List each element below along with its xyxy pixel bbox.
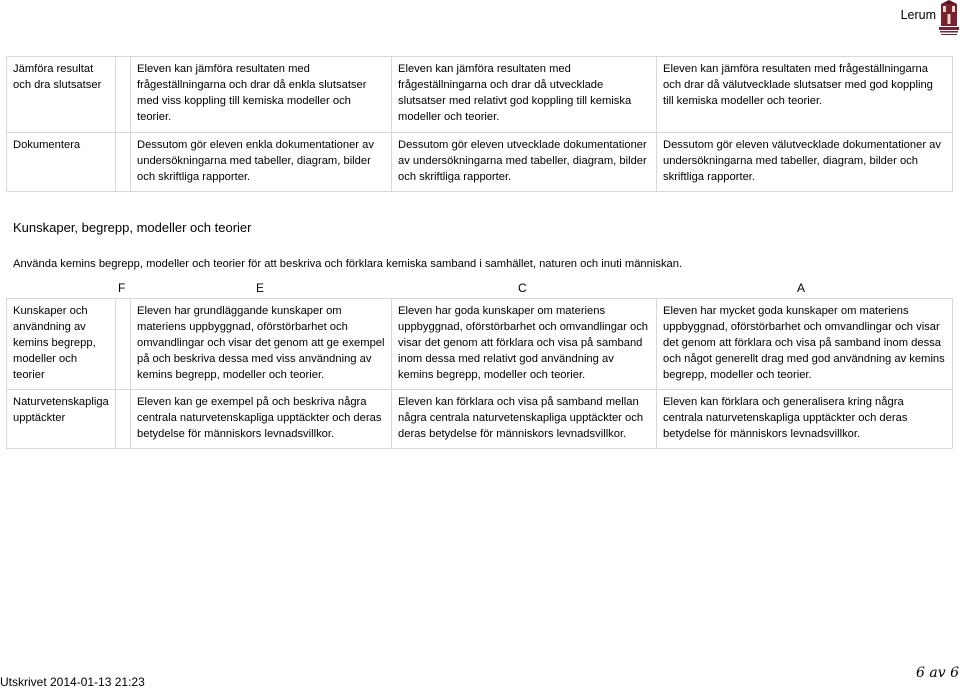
criteria-table-2	[6, 298, 953, 449]
table-row	[7, 299, 953, 390]
table-row	[7, 133, 953, 192]
criteria-cell-c: Dessutom gör eleven utvecklade dokumentationer av undersökningarna med tabeller, diagram, bilder och skriftliga rapporter.	[392, 133, 657, 192]
spacer-cell	[116, 133, 131, 192]
page-number: 6 av 6	[916, 665, 959, 681]
row-label: Naturvetenskapliga upptäckter	[7, 390, 116, 449]
criteria-cell-c: Eleven kan förklara och visa på samband mellan några centrala naturvetenskapliga upptäckter och deras betydelse för människors levnadsvillkor.	[392, 390, 657, 449]
criteria-cell-a: Dessutom gör eleven välutvecklade dokumentationer av undersökningarna med tabeller, diagram, bilder och skriftliga rapporter.	[657, 133, 953, 192]
grade-c: C	[518, 281, 527, 295]
row-label: Jämföra resultat och dra slutsatser	[7, 57, 116, 133]
criteria-cell-a: Eleven kan jämföra resultaten med frågeställningarna och drar då välutvecklade slutsatser med god koppling till kemiska modeller och teorier.	[657, 57, 953, 133]
spacer-cell	[116, 299, 131, 390]
school-logo-icon	[938, 0, 960, 40]
criteria-cell-c: Eleven kan jämföra resultaten med frågeställningarna och drar då utvecklade slutsatser med relativt god koppling till kemiska modeller och teorier.	[392, 57, 657, 133]
grade-a: A	[797, 281, 806, 295]
section-title: Kunskaper, begrepp, modeller och teorier	[13, 220, 252, 235]
table-row	[7, 57, 953, 133]
spacer-cell	[116, 390, 131, 449]
row-label: Dokumentera	[7, 133, 116, 192]
table-row	[7, 390, 953, 449]
criteria-cell-e: Dessutom gör eleven enkla dokumentationer av undersökningarna med tabeller, diagram, bilder och skriftliga rapporter.	[131, 133, 392, 192]
criteria-cell-c: Eleven har goda kunskaper om materiens uppbyggnad, oförstörbarhet och omvandlingar och visar det genom att förklara och visa på samband inom dessa med relativt god användning av kemins begrepp, modeller och teorier.	[392, 299, 657, 390]
criteria-table-1	[6, 56, 953, 192]
criteria-cell-a: Eleven har mycket goda kunskaper om materiens uppbyggnad, oförstörbarhet och omvandlingar och visar det genom att förklara och visa på samband inom dessa och något generellt drag med god användning av kemins begrepp, modeller och teorier.	[657, 299, 953, 390]
criteria-cell-e: Eleven kan jämföra resultaten med frågeställningarna och drar då enkla slutsatser med viss koppling till kemiska modeller och teorier.	[131, 57, 392, 133]
row-label: Kunskaper och användning av kemins begrepp, modeller och teorier	[7, 299, 116, 390]
print-timestamp: Utskrivet 2014-01-13 21:23	[0, 675, 145, 689]
grade-e: E	[256, 281, 265, 295]
criteria-cell-a: Eleven kan förklara och generalisera kring några centrala naturvetenskapliga upptäckter och deras betydelse för människors levnadsvillkor.	[657, 390, 953, 449]
criteria-cell-e: Eleven kan ge exempel på och beskriva några centrala naturvetenskapliga upptäckter och deras betydelse för människors levnadsvillkor.	[131, 390, 392, 449]
school-name: Lerum	[900, 8, 936, 22]
spacer-cell	[116, 57, 131, 133]
section-description: Använda kemins begrepp, modeller och teorier för att beskriva och förklara kemiska samband i samhället, naturen och inuti människan.	[13, 258, 683, 270]
grade-f: F	[118, 281, 126, 295]
criteria-cell-e: Eleven har grundläggande kunskaper om materiens uppbyggnad, oförstörbarhet och omvandlingar och visar det genom att ge exempel på och beskriva dessa med viss användning av kemins begrepp, modeller och teorier.	[131, 299, 392, 390]
